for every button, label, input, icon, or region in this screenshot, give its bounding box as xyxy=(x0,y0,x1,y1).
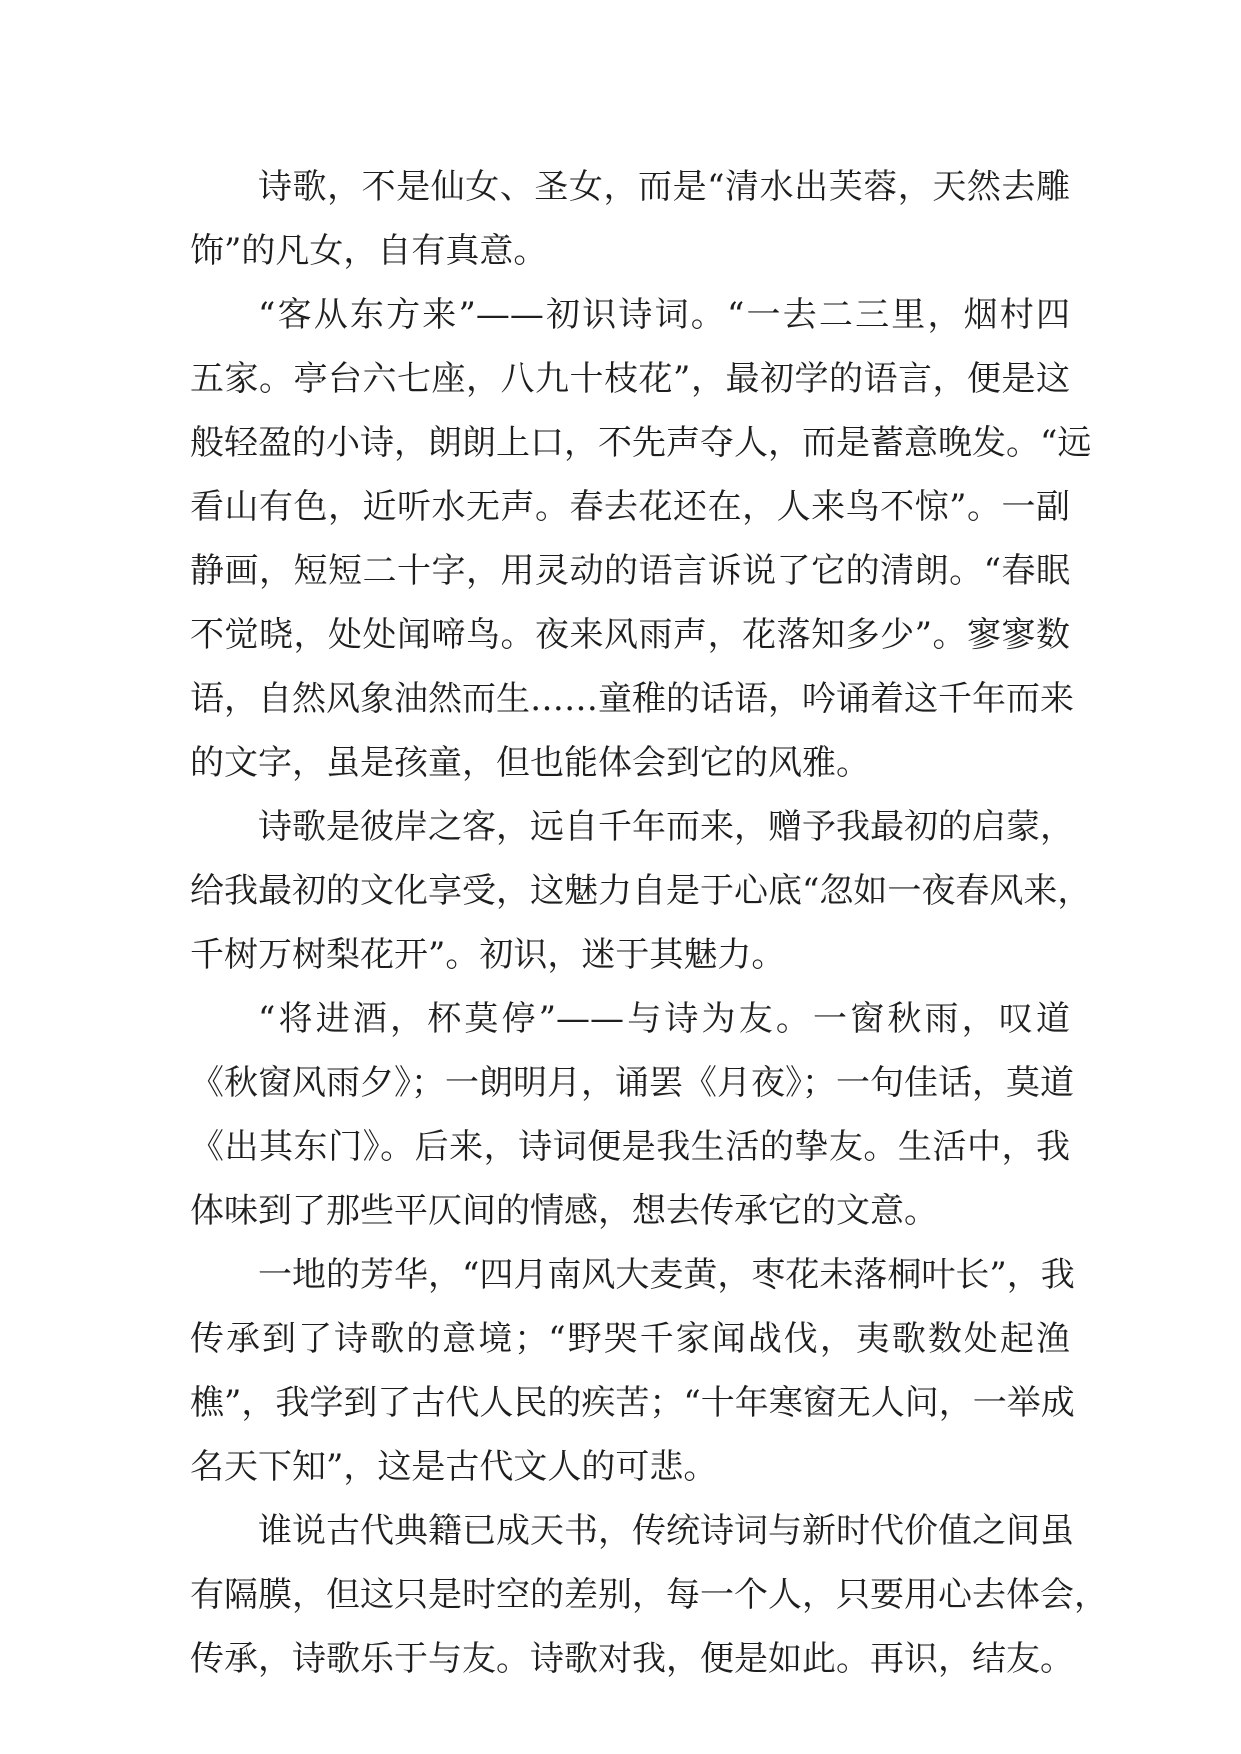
text-line: 有隔膜，但这只是时空的差别，每一个人，只要用心去体会， xyxy=(190,1575,1108,1615)
text-line: 传承到了诗歌的意境；“野哭千家闻战伐，夷歌数处起渔 xyxy=(190,1319,1070,1359)
text-line: “客从东方来”——初识诗词。“一去二三里，烟村四 xyxy=(258,295,1070,335)
text-line: 语，自然风象油然而生……童稚的话语，吟诵着这千年而来 xyxy=(190,679,1074,719)
text-line: 樵”，我学到了古代人民的疾苦；“十年寒窗无人问，一举成 xyxy=(190,1383,1075,1423)
text-line: 传承，诗歌乐于与友。诗歌对我，便是如此。再识，结友。 xyxy=(190,1639,1074,1679)
text-line: 谁说古代典籍已成天书，传统诗词与新时代价值之间虽 xyxy=(258,1511,1074,1551)
text-line: 饰”的凡女，自有真意。 xyxy=(190,231,548,271)
text-line: 给我最初的文化享受，这魅力自是于心底“忽如一夜春风来， xyxy=(190,871,1092,911)
text-line: “将进酒，杯莫停”——与诗为友。一窗秋雨，叹道 xyxy=(258,999,1070,1039)
text-line: 静画，短短二十字，用灵动的语言诉说了它的清朗。“春眠 xyxy=(190,551,1070,591)
text-line: 的文字，虽是孩童，但也能体会到它的风雅。 xyxy=(190,743,870,783)
text-line: 般轻盈的小诗，朗朗上口，不先声夺人，而是蓄意晚发。“远 xyxy=(190,423,1092,463)
text-line: 名天下知”，这是古代文人的可悲。 xyxy=(190,1447,718,1487)
text-line: 诗歌是彼岸之客，远自千年而来，赠予我最初的启蒙， xyxy=(258,807,1074,847)
text-line: 《出其东门》。后来，诗词便是我生活的挚友。生活中，我 xyxy=(190,1127,1070,1167)
text-line: 体味到了那些平仄间的情感，想去传承它的文意。 xyxy=(190,1191,938,1231)
text-line: 五家。亭台六七座，八九十枝花”，最初学的语言，便是这 xyxy=(190,359,1070,399)
text-line: 不觉晓，处处闻啼鸟。夜来风雨声，花落知多少”。寥寥数 xyxy=(190,615,1070,655)
text-line: 千树万树梨花开”。初识，迷于其魅力。 xyxy=(190,935,786,975)
essay-body xyxy=(190,155,1108,1691)
text-line: 看山有色，近听水无声。春去花还在，人来鸟不惊”。一副 xyxy=(190,487,1070,527)
text-line: 一地的芳华，“四月南风大麦黄，枣花未落桐叶长”，我 xyxy=(258,1255,1075,1295)
text-line: 《秋窗风雨夕》；一朗明月，诵罢《月夜》；一句佳话，莫道 xyxy=(190,1063,1074,1103)
text-line: 诗歌，不是仙女、圣女，而是“清水出芙蓉，天然去雕 xyxy=(258,167,1070,207)
